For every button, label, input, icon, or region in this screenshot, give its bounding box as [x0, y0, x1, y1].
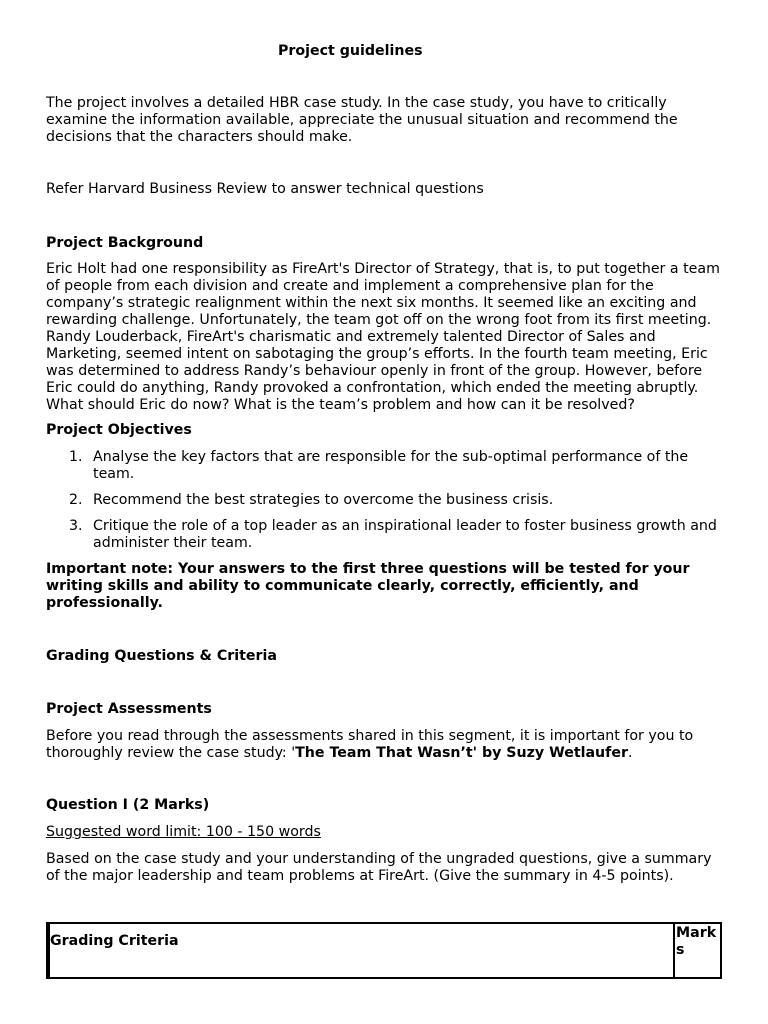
list-item — [46, 518, 726, 552]
table-header-row — [47, 923, 721, 978]
assessments-text: Before you read through the assessments shared in this segment, it is important for you to thoroughly review the case study: ' — [46, 728, 694, 761]
grading-criteria-header: Grading Criteria — [47, 923, 674, 978]
assessments-paragraph — [46, 728, 726, 762]
assessments-text-end: . — [627, 745, 633, 761]
list-item-number: 2. — [69, 492, 83, 508]
word-limit-line — [46, 824, 726, 841]
grading-criteria-table — [46, 922, 722, 979]
refer-note: Refer Harvard Business Review to answer technical questions — [46, 181, 484, 197]
word-limit-note: Suggested word limit: 100 - 150 words — [46, 824, 321, 840]
list-item — [46, 449, 726, 483]
marks-header: Marks — [676, 925, 717, 958]
objectives-heading: Project Objectives — [46, 422, 192, 438]
case-study-title: The Team That Wasn’t' by Suzy Wetlaufer — [295, 745, 628, 761]
question-heading: Question I (2 Marks) — [46, 797, 210, 813]
intro-paragraph: The project involves a detailed HBR case study. In the case study, you have to critically examine the information available, appreciate the unusual situation and recommend the decisions that the characters should make. — [46, 95, 678, 145]
assessments-heading: Project Assessments — [46, 701, 212, 717]
list-item-number: 3. — [69, 518, 83, 534]
objectives-list — [46, 449, 726, 561]
page-title: Project guidelines — [278, 43, 423, 59]
list-item-text: Critique the role of a top leader as an inspirational leader to foster business growth and administer their team. — [93, 518, 717, 551]
list-item-number: 1. — [69, 449, 83, 465]
important-note: Important note: Your answers to the first three questions will be tested for your writing skills and ability to communicate clearly, correctly, efficiently, and professionally. — [46, 561, 690, 611]
grading-heading: Grading Questions & Criteria — [46, 648, 277, 664]
list-item-text: Recommend the best strategies to overcome the business crisis. — [93, 492, 554, 508]
question-paragraph: Based on the case study and your understanding of the ungraded questions, give a summary of the major leadership and team problems at FireArt. (Give the summary in 4-5 points). — [46, 851, 712, 884]
list-item — [46, 492, 726, 509]
background-paragraph: Eric Holt had one responsibility as FireArt's Director of Strategy, that is, to put together a team of people from each division and create and implement a comprehensive plan for the company’s strategic realignment within the next six months. It seemed like an exciting and rewarding challenge. Unfortunately, the team got off on the wrong foot from its first meeting. Randy Louderback, FireArt's charismatic and extremely talented Director of Sales and Marketing, seemed intent on sabotaging the group’s efforts. In the fourth team meeting, Eric was determined to address Randy’s behaviour openly in front of the group. However, before Eric could do anything, Randy provoked a confrontation, which ended the meeting abruptly. What should Eric do now? What is the team’s problem and how can it be resolved? — [46, 261, 720, 413]
background-heading: Project Background — [46, 235, 204, 251]
list-item-text: Analyse the key factors that are responsible for the sub-optimal performance of the team. — [93, 449, 689, 482]
